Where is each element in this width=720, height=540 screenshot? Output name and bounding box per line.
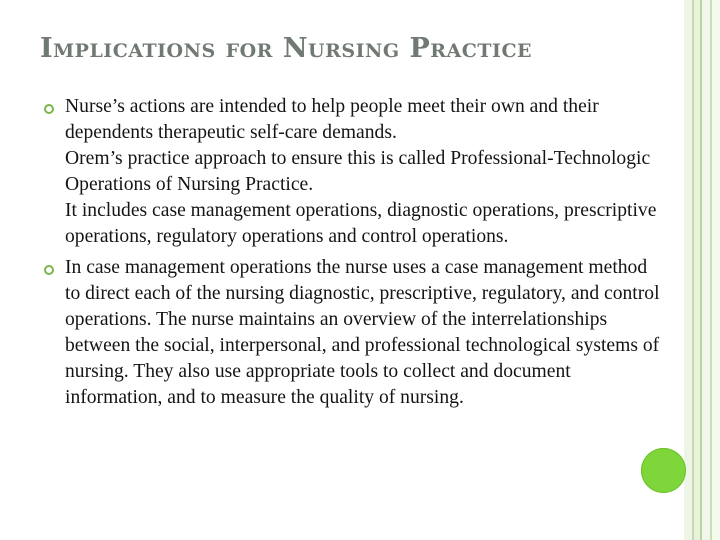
bullet-item xyxy=(42,94,666,250)
green-circle-decoration xyxy=(641,448,686,493)
bullet-item xyxy=(42,255,666,411)
decorative-stripe xyxy=(684,0,692,540)
hollow-circle-bullet-icon xyxy=(44,265,54,275)
decorative-stripe xyxy=(712,0,720,540)
slide-title: Implications for Nursing Practice xyxy=(40,33,533,64)
bullet-text: In case management operations the nurse uses a case management method to direct each of the nursing diagnostic, prescriptive, regulatory, and control operations. The nurse maintains an overview of the interrelationships between the social, interpersonal, and professional technological systems of nursing. They also use appropriate tools to collect and document information, and to measure the quality of nursing. xyxy=(65,257,660,408)
hollow-circle-bullet-icon xyxy=(44,104,54,114)
bullet-list xyxy=(42,94,666,416)
decorative-stripe xyxy=(702,0,710,540)
bullet-text: Nurse’s actions are intended to help people meet their own and their dependents therapeutic self-care demands. Orem’s practice approach to ensure this is called Professional-Technologic Operations of Nursing Practice. It includes case management operations, diagnostic operations, prescriptive operations, regulatory operations and control operations. xyxy=(65,96,657,247)
